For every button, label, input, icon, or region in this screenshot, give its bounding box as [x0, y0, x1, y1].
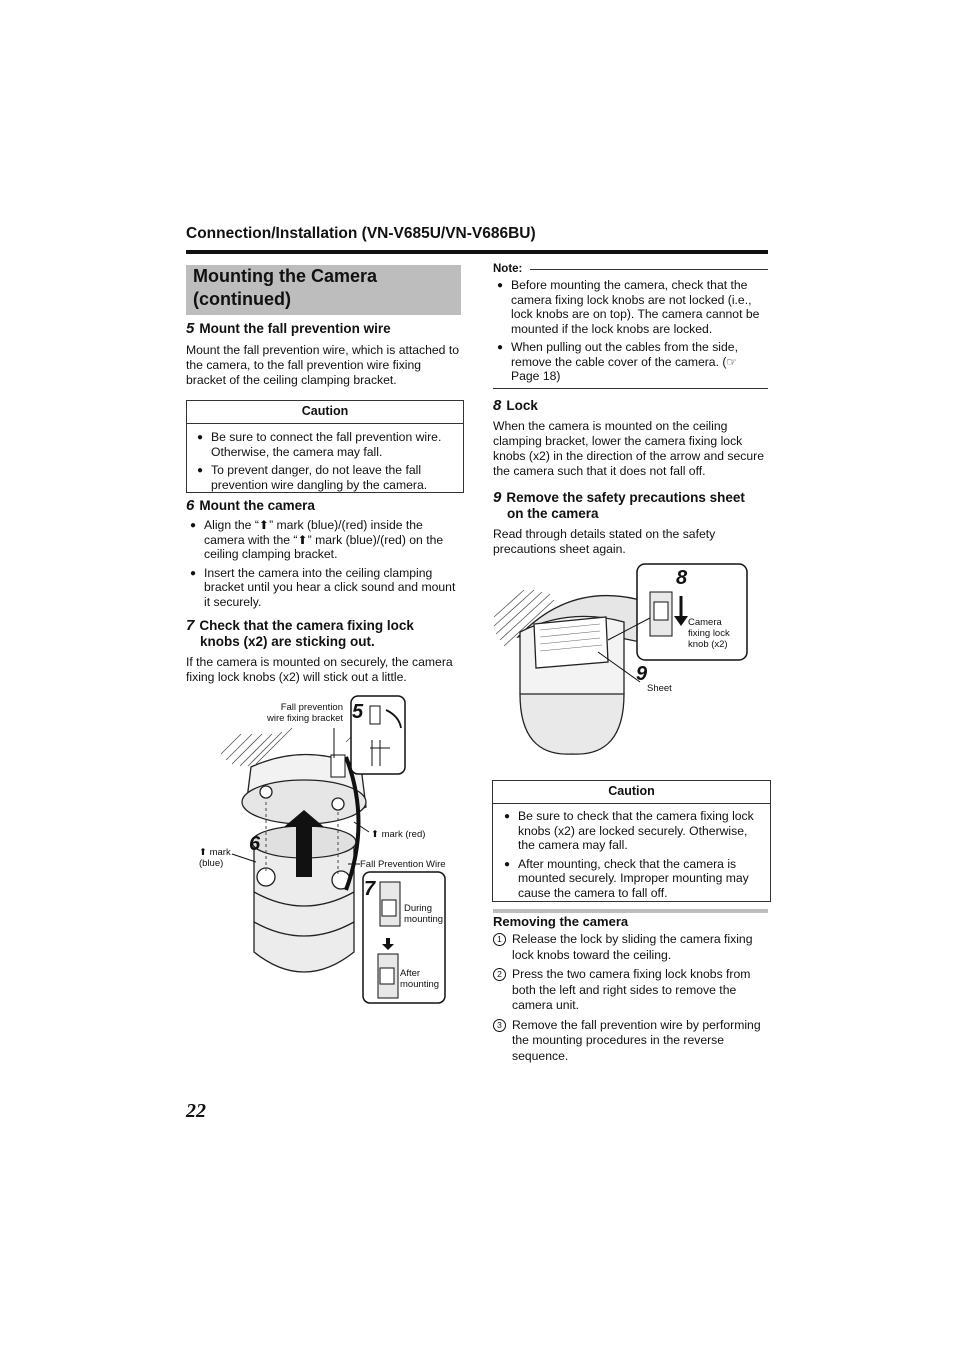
removing-item: 3 Remove the fall prevention wire by performing the mounting procedures in the reverse sequence. — [493, 1018, 765, 1065]
header-rule — [186, 250, 768, 254]
step5-number: 5 — [186, 320, 195, 337]
step7-title-line2: knobs (x2) are sticking out. — [200, 634, 375, 649]
caution-item: ● Be sure to check that the camera fixing lock knobs (x2) are locked securely. Otherwise, the camera may fall. — [504, 809, 754, 852]
step6-item: ● Align the “⬆” mark (blue)/(red) inside the camera with the “⬆” mark (blue)/(red) on the ceiling clamping bracket. — [190, 518, 444, 561]
removing-list — [493, 932, 765, 1068]
sheet-label: Sheet — [647, 683, 672, 694]
after-mounting-label: After mounting — [400, 968, 440, 990]
step9-title-line2: on the camera — [507, 506, 599, 521]
caution-item: ● After mounting, check that the camera is mounted securely. Improper mounting may cause the camera to fall off. — [504, 856, 749, 900]
note-rule-top — [530, 269, 768, 270]
removing-heading: Removing the camera — [493, 914, 629, 929]
note-list — [497, 278, 767, 388]
note-item: ● When pulling out the cables from the side, remove the cable cover of the camera. (☞ Page 18) — [497, 340, 738, 383]
step6-title: Mount the camera — [199, 498, 315, 513]
step9-number: 9 — [493, 489, 502, 506]
caution-item: ● Be sure to connect the fall prevention wire. Otherwise, the camera may fall. — [197, 430, 442, 459]
step8-body: When the camera is mounted on the ceiling clamping bracket, lower the camera fixing lock knobs (x2) in the direction of the arrow and secure the camera such that it does not fall off. — [493, 419, 764, 478]
step6-item: ● Insert the camera into the ceiling clamping bracket until you hear a click sound and mount it securely. — [190, 565, 456, 609]
step8-number: 8 — [493, 397, 502, 414]
removing-item: 1 Release the lock by sliding the camera fixing lock knobs toward the ceiling. — [493, 932, 765, 963]
step8-title: Lock — [506, 398, 538, 413]
step5-heading — [186, 321, 391, 337]
caution-heading: Caution — [493, 781, 770, 804]
figure-step5-label: 5 — [352, 701, 364, 723]
camera-lock-illustration — [490, 562, 752, 756]
step5-body: Mount the fall prevention wire, which is attached to the camera, to the fall prevention wire fixing bracket of the ceiling clamping bracket. — [186, 343, 460, 387]
mark-blue-label: ⬆ mark (blue) — [199, 847, 231, 869]
page-number: 22 — [186, 1100, 206, 1122]
removing-item: 2 Press the two camera fixing lock knobs from both the left and right sides to remove the camera unit. — [493, 967, 765, 1014]
step5-title: Mount the fall prevention wire — [199, 321, 391, 336]
caution-box-1 — [186, 400, 464, 493]
caution-item: ● To prevent danger, do not leave the fall prevention wire dangling by the camera. — [197, 463, 428, 492]
wire-label: Fall Prevention Wire — [360, 859, 446, 870]
mark-red-label: ⬆ mark (red) — [371, 829, 426, 840]
step7-title-line1: Check that the camera fixing lock — [199, 618, 414, 633]
note-item: ● Before mounting the camera, check that the camera fixing lock knobs are not locked (i.e., lock knobs are on top). The camera cannot be mounted if the lock knobs are locked. — [497, 278, 760, 336]
caution-heading: Caution — [187, 401, 463, 424]
step7-body: If the camera is mounted on securely, the camera fixing lock knobs (x2) will stick out a little. — [186, 655, 453, 684]
step9-title-line1: Remove the safety precautions sheet — [506, 490, 745, 505]
camera-mounting-illustration — [196, 692, 452, 1010]
step7-number: 7 — [186, 617, 195, 634]
caution-box-2 — [492, 780, 771, 902]
note-heading: Note: — [493, 263, 523, 275]
page-title-line1: Mounting the Camera — [193, 266, 378, 286]
figure-step9-label: 9 — [636, 663, 648, 685]
step8-heading — [493, 398, 538, 414]
step6-list — [190, 518, 462, 613]
lock-knob-label: Camera fixing lock knob (x2) — [688, 617, 730, 650]
step6-heading — [186, 498, 315, 514]
step9-body: Read through details stated on the safety precautions sheet again. — [493, 527, 716, 556]
figure-step8-label: 8 — [676, 567, 688, 589]
page-title — [186, 265, 461, 315]
step7-heading — [186, 618, 462, 650]
figure-step7-label: 7 — [364, 878, 376, 900]
page-title-line2: (continued) — [193, 289, 291, 309]
during-mounting-label: During mounting — [404, 903, 444, 925]
section-header: Connection/Installation (VN-V685U/VN-V686BU) — [186, 225, 536, 242]
figure-step6-label: 6 — [249, 833, 261, 855]
step9-heading — [493, 490, 768, 522]
removing-rule — [493, 909, 768, 913]
step6-number: 6 — [186, 497, 195, 514]
bracket-label: Fall prevention wire fixing bracket — [266, 702, 343, 724]
note-rule-bottom — [493, 388, 768, 389]
